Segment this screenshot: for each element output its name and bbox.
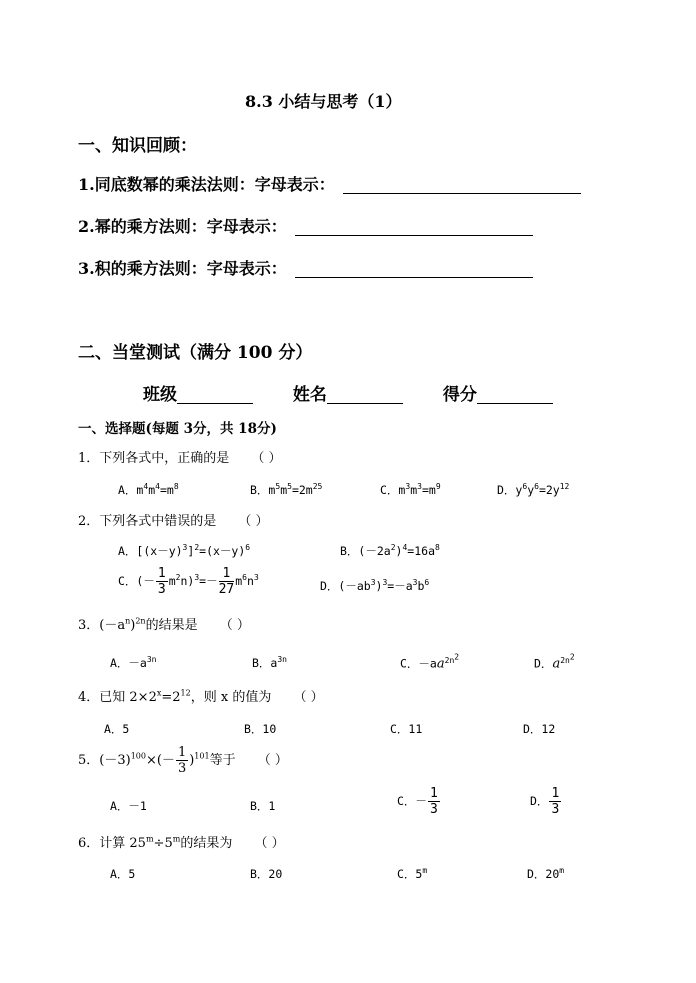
q5-option-d[interactable]: D． $\frac{1}{3}$ <box>530 786 560 817</box>
answer-paren-6[interactable]: （ ） <box>254 836 285 851</box>
q4-option-c[interactable]: C．11 <box>390 722 423 736</box>
answer-blank-2[interactable] <box>295 217 533 236</box>
q2-option-c[interactable]: C．(－ $\frac{1}{3}$ $m^2n)^3=-$ $\frac{1}{27}$ $m^6n^3$ <box>118 566 259 597</box>
question-1 <box>78 447 282 466</box>
question-4-stem: 4．已知 $2\times 2^x=2^{12}$，则 x 的值为 <box>78 688 272 705</box>
review-item-1 <box>78 172 581 195</box>
q3-option-a[interactable]: A．$-a^{3n}$ <box>110 655 157 670</box>
q5-option-c[interactable]: C．－ $\frac{1}{3}$ <box>397 786 438 817</box>
question-3-stem: 3．$(-a^n)^{2n}$的结果是 <box>78 616 198 633</box>
section-heading-test: 二、当堂测试（满分 100 分） <box>78 343 313 363</box>
q4-option-a[interactable]: A．5 <box>104 722 130 736</box>
q4-option-b[interactable]: B．10 <box>244 722 277 736</box>
question-6 <box>78 832 285 851</box>
q6-option-d[interactable]: D．20$^m$ <box>527 866 565 881</box>
q6-option-c[interactable]: C．5$^m$ <box>397 866 428 881</box>
question-5 <box>78 746 288 775</box>
name-label: 姓名 <box>292 385 327 405</box>
q5-option-b[interactable]: B．1 <box>250 799 276 813</box>
q1-option-a[interactable]: A．$m^4m^4=m^8$ <box>118 482 179 497</box>
question-4 <box>78 686 324 705</box>
page-title: 8.3 小结与思考（1） <box>245 92 402 111</box>
question-2 <box>78 510 269 529</box>
q1-option-b[interactable]: B．$m^5m^5=2m^{25}$ <box>250 482 323 497</box>
answer-paren-5[interactable]: （ ） <box>257 753 288 768</box>
q3-option-b[interactable]: B．$a^{3n}$ <box>252 655 287 670</box>
q6-option-b[interactable]: B．20 <box>250 867 283 881</box>
review-item-2 <box>78 214 533 237</box>
question-6-stem: 6．计算 $25^m\div 5^m$的结果为 <box>78 834 233 851</box>
review-item-1-label: 1.同底数幂的乘法法则：字母表示： <box>78 175 335 194</box>
q5-option-a[interactable]: A．－1 <box>110 799 147 813</box>
review-item-3-label: 3.积的乘方法则：字母表示： <box>78 259 287 278</box>
q3-option-c[interactable]: C．$-aa^{2n^2}$ <box>400 652 460 672</box>
q4-option-d[interactable]: D．12 <box>523 722 556 736</box>
answer-blank-1[interactable] <box>343 175 581 194</box>
q2-option-d[interactable]: D．$(-ab^3)^3=-a^3b^6$ <box>320 578 430 593</box>
info-row <box>143 380 553 405</box>
question-1-stem: 1．下列各式中，正确的是 <box>78 451 230 466</box>
q2-option-b[interactable]: B．$(-2a^2)^4=16a^8$ <box>340 543 440 558</box>
score-label: 得分 <box>442 385 477 405</box>
class-label: 班级 <box>143 385 177 405</box>
question-2-stem: 2．下列各式中错误的是 <box>78 514 217 529</box>
part-heading-choice: 一、选择题(每题 3分，共 18分) <box>78 421 277 437</box>
answer-paren-3[interactable]: （ ） <box>219 618 250 633</box>
q1-option-c[interactable]: C．$m^3m^3=m^9$ <box>380 482 441 497</box>
score-field[interactable] <box>477 385 553 404</box>
q2-option-a[interactable]: A．$[(x-y)^3]^2=(x-y)^6$ <box>118 543 251 558</box>
answer-paren-4[interactable]: （ ） <box>293 690 324 705</box>
question-3 <box>78 614 250 633</box>
class-field[interactable] <box>177 385 253 404</box>
section-heading-review: 一、知识回顾： <box>78 136 197 156</box>
answer-blank-3[interactable] <box>295 259 533 278</box>
q1-option-d[interactable]: D．$y^6y^6=2y^{12}$ <box>497 482 570 497</box>
q6-option-a[interactable]: A．5 <box>110 867 136 881</box>
question-5-stem: 5．$(-3)^{100}\times(-$ $\frac{1}{3}$ )$^{101}$等于 <box>78 745 236 776</box>
review-item-3 <box>78 256 533 279</box>
name-field[interactable] <box>327 385 403 404</box>
answer-paren-1[interactable]: （ ） <box>251 451 282 466</box>
answer-paren-2[interactable]: （ ） <box>238 514 269 529</box>
q3-option-d[interactable]: D．$a^{2n^2}$ <box>534 652 575 672</box>
review-item-2-label: 2.幂的乘方法则：字母表示： <box>78 217 287 236</box>
